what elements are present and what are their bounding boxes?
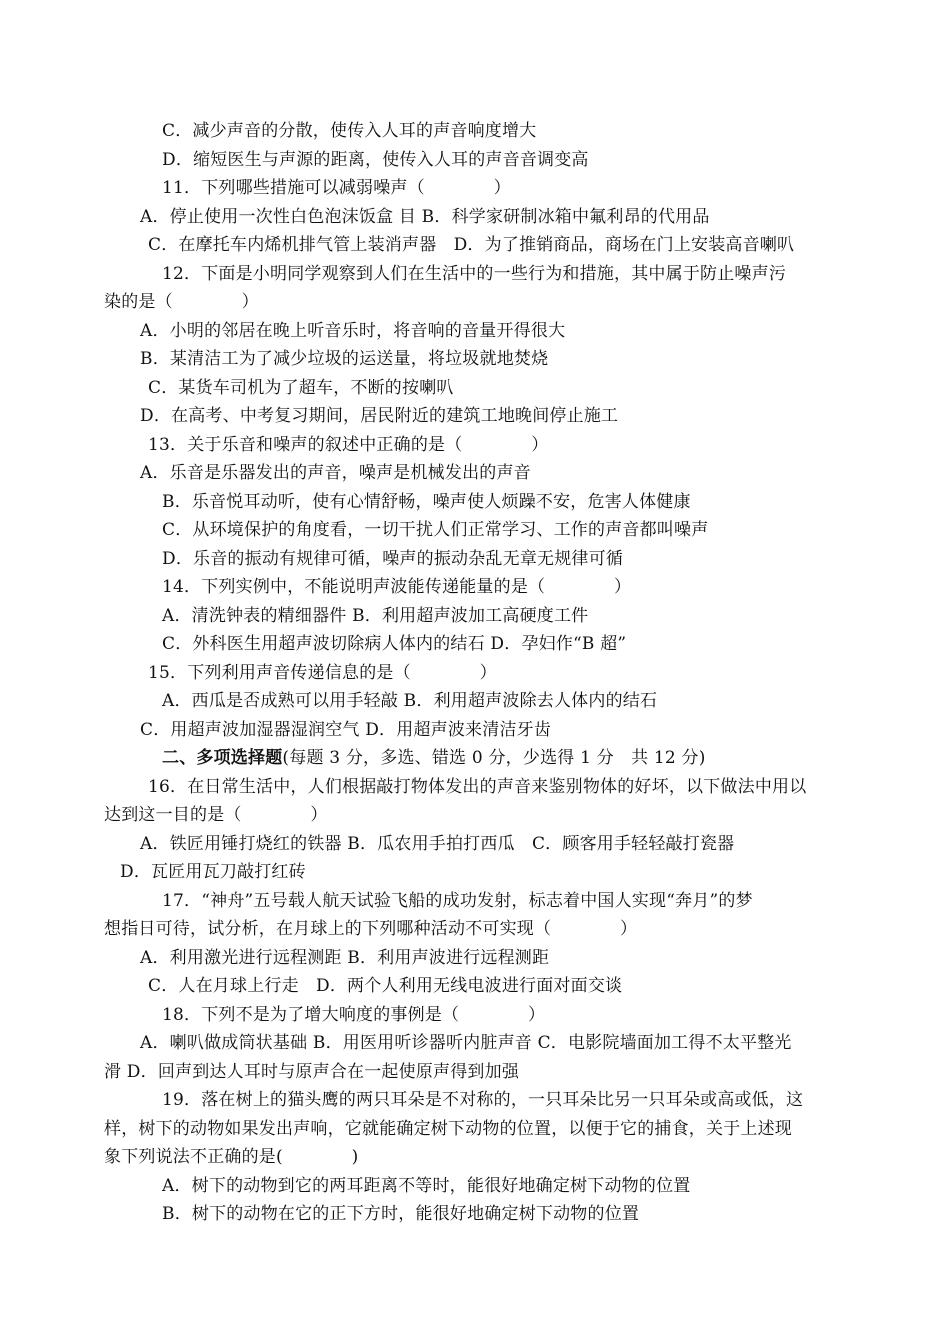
q13-stem: 13．关于乐音和噪声的叙述中正确的是（ ）	[148, 435, 549, 455]
q16-stem: 16．在日常生活中，人们根据敲打物体发出的声音来鉴别物体的好坏，以下做法中用以	[148, 777, 807, 797]
q18-option-d: 滑 D．回声到达人耳时与原声合在一起使原声得到加强	[104, 1062, 520, 1082]
q14-options-ab: A．清洗钟表的精细器件 B．利用超声波加工高硬度工件	[162, 606, 589, 626]
q12-option-d: D．在高考、中考复习期间，居民附近的建筑工地晚间停止施工	[140, 406, 619, 426]
q12-stem-cont: 染的是（ ）	[104, 292, 259, 312]
q19-option-b: B．树下的动物在它的正下方时，能很好地确定树下动物的位置	[162, 1204, 640, 1224]
q10-option-c: C．减少声音的分散，使传入人耳的声音响度增大	[162, 121, 537, 141]
q18-stem: 18．下列不是为了增大响度的事例是（ ）	[162, 1005, 546, 1025]
q17-stem-cont: 想指日可待，试分析，在月球上的下列哪种活动不可实现（ ）	[104, 919, 638, 939]
q14-stem: 14．下列实例中，不能说明声波能传递能量的是（ ）	[162, 577, 632, 597]
section-2-header	[162, 747, 706, 769]
q17-stem: 17．“神舟”五号载人航天试验飞船的成功发射，标志着中国人实现“奔月”的梦	[162, 891, 753, 911]
section-2-scoring: (每题 3 分，多选、错选 0 分，少选得 1 分 共 12 分)	[282, 748, 706, 768]
q13-option-d: D．乐音的振动有规律可循，噪声的振动杂乱无章无规律可循	[162, 549, 624, 569]
q11-options-ab: A．停止使用一次性白色泡沫饭盒 目 B．科学家研制冰箱中氟利昂的代用品	[140, 207, 710, 227]
q16-options-abc: A．铁匠用锤打烧红的铁器 B．瓜农用手拍打西瓜 C．顾客用手轻轻敲打瓷器	[140, 834, 735, 854]
q13-option-b: B．乐音悦耳动听，使有心情舒畅，噪声使人烦躁不安，危害人体健康	[162, 492, 691, 512]
q16-stem-cont: 达到这一目的是（ ）	[104, 805, 328, 825]
q17-options-ab: A．利用激光进行远程测距 B．利用声波进行远程测距	[140, 948, 550, 968]
q12-option-b: B．某清洁工为了减少垃圾的运送量，将垃圾就地焚烧	[140, 349, 549, 369]
q10-option-d: D．缩短医生与声源的距离，使传入人耳的声音音调变高	[162, 150, 589, 170]
q19-stem-cont-1: 样，树下的动物如果发出声响，它就能确定树下动物的位置，以便于它的捕食，关于上述现	[104, 1119, 792, 1139]
q16-option-d: D．瓦匠用瓦刀敲打红砖	[120, 862, 306, 882]
q14-options-cd: C．外科医生用超声波切除病人体内的结石 D．孕妇作“B 超”	[162, 634, 627, 654]
q13-option-a: A．乐音是乐器发出的声音，噪声是机械发出的声音	[140, 463, 531, 483]
q19-stem: 19．落在树上的猫头鹰的两只耳朵是不对称的，一只耳朵比另一只耳朵或高或低，这	[162, 1090, 804, 1110]
q11-stem: 11．下列哪些措施可以减弱噪声（ ）	[162, 178, 511, 198]
q12-stem: 12．下面是小明同学观察到人们在生活中的一些行为和措施，其中属于防止噪声污	[162, 264, 787, 284]
q15-options-cd: C．用超声波加湿器湿润空气 D．用超声波来清洁牙齿	[140, 720, 552, 740]
q15-options-ab: A．西瓜是否成熟可以用手轻敲 B．利用超声波除去人体内的结石	[162, 691, 658, 711]
q17-options-cd: C．人在月球上行走 D．两个人利用无线电波进行面对面交谈	[148, 976, 623, 996]
q11-options-cd: C．在摩托车内烯机排气管上装消声器 D．为了推销商品，商场在门上安装高音喇叭	[148, 235, 795, 255]
q18-options-abc: A．喇叭做成筒状基础 B．用医用听诊器听内脏声音 C．电影院墙面加工得不太平整光	[140, 1033, 792, 1053]
q19-stem-cont-2: 象下列说法不正确的是( )	[104, 1147, 359, 1167]
q12-option-c: C．某货车司机为了超车，不断的按喇叭	[148, 378, 454, 398]
q19-option-a: A．树下的动物到它的两耳距离不等时，能很好地确定树下动物的位置	[162, 1176, 691, 1196]
q15-stem: 15．下列利用声音传递信息的是（ ）	[148, 663, 497, 683]
section-2-title: 二、多项选择题	[162, 748, 283, 768]
q13-option-c: C．从环境保护的角度看，一切干扰人们正常学习、工作的声音都叫噪声	[162, 520, 709, 540]
q12-option-a: A．小明的邻居在晚上听音乐时，将音响的音量开得很大	[140, 321, 566, 341]
